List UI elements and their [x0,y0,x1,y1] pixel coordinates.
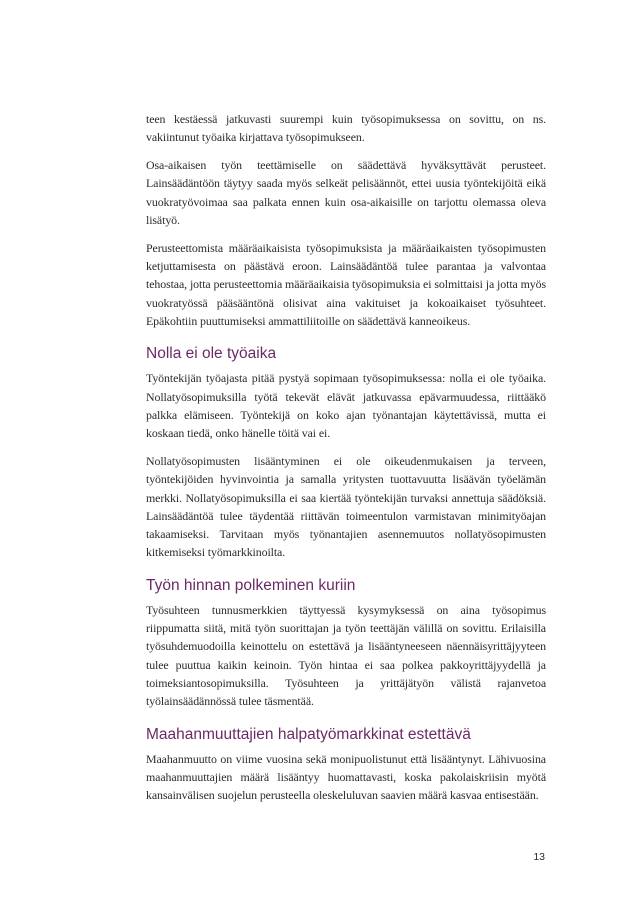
paragraph: Osa-aikaisen työn teettämiselle on säädettävä hyväksyttävät perusteet. Lainsäädäntöön täytyy saada myös selkeät pelisäännöt, ettei uusia työntekijöitä eikä vuokratyövoimaa saa palkata ennen kuin osa-aikaisille on tarjottu olemassa oleva lisätyö. [146,158,546,227]
section-heading: Maahanmuuttajien halpatyömarkkinat estettävä [146,725,471,743]
section-heading: Työn hinnan polkeminen kuriin [146,576,356,594]
paragraph: teen kestäessä jatkuvasti suurempi kuin työsopimuksessa on sovittu, on ns. vakiintunut työaika kirjattava työsopimukseen. [146,112,546,145]
paragraph: Työntekijän työajasta pitää pystyä sopimaan työsopimuksessa: nolla ei ole työaika. Nollatyösopimuksilla työtä tekevät elävät jatkuvassa epävarmuudessa, riittääkö palkka elämiseen. Työntekijä on koko ajan työnantajan käytettävissä, mutta ei koskaan tiedä, onko hänelle töitä vai ei. [146,371,546,441]
paragraph: Maahanmuutto on viime vuosina sekä monipuolistunut että lisääntynyt. Lähivuosina maahanmuuttajien määrä lisääntyy huomattavasti, koska pakolaiskriisin myötä kansainvälisen suojelun perusteella oleskeluluvan saavien määrä kasvaa entisestään. [146,751,546,803]
paragraph: Työsuhteen tunnusmerkkien täyttyessä kysymyksessä on aina työsopimus riippumatta siitä, mitä työn suorittajan ja työn teettäjän välillä on sovittu. Erilaisilla työsuhdemuodoilla keinottelu on estettävä ja lisääntyneeseen näennäisyrittäjyyteen tulee puuttua kaikin keinoin. Työn hintaa ei saa polkea pakkoyrittäjyydellä ja toimeksiantosopimuksilla. Työsuhteen ja yrittäjätyön välistä rajanvetoa työlainsäädännössä tulee täsmentää. [146,602,546,709]
section-heading: Nolla ei ole työaika [146,345,277,363]
page-content [146,110,546,814]
paragraph: Nollatyösopimusten lisääntyminen ei ole oikeudenmukaisen ja terveen, työntekijöiden hyvinvointia ja samalla yritysten tuottavuutta lisäävän työelämän merkki. Nollatyösopimuksilla ei saa kiertää työntekijän turvaksi annettuja säädöksiä. Lainsäädäntöä tulee täydentää riittävän toimeentulon varmistavan minimityöajan takaamiseksi. Tarvitaan myös työnantajien asennemuutos nollatyösopimusten kitkemiseksi työmarkkinoilta. [146,453,546,560]
page-number: 13 [533,851,545,863]
paragraph: Perusteettomista määräaikaisista työsopimuksista ja määräaikaisten työsopimusten ketjuttamisesta on päästävä eroon. Lainsäädäntöä tulee parantaa ja valvontaa tehostaa, jotta perusteettomia määräaikaisia työsopimuksia ei solmittaisi ja jotta myös vuokratyössä pääsääntönä olisivat aina vakituiset ja kokoaikaiset työsuhteet. Epäkohtiin puuttumiseksi ammattiliitoille on säädettävä kanneoikeus. [146,240,546,328]
